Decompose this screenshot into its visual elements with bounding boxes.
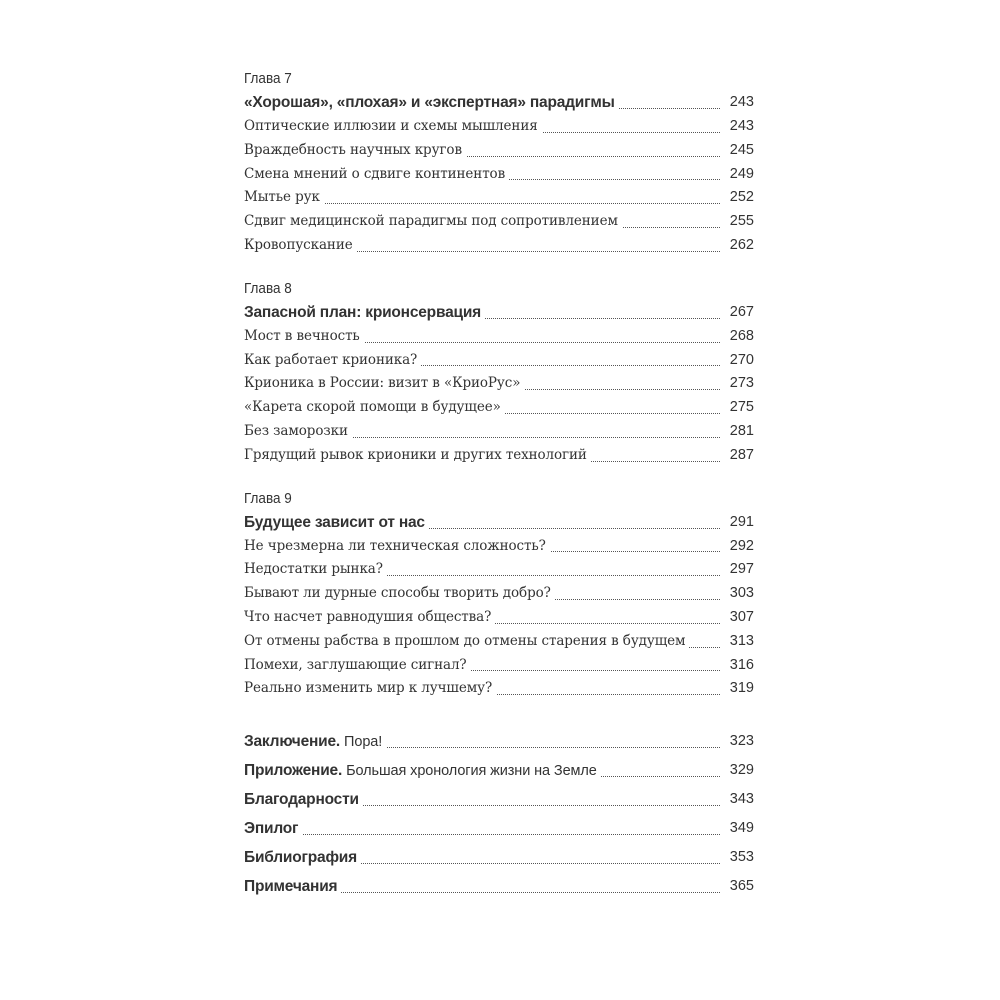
page-number: 313 (727, 630, 754, 654)
section-title: Мост в вечность (244, 325, 364, 349)
back-matter-title (244, 872, 341, 901)
toc-entry-notes[interactable] (244, 872, 754, 901)
page-number: 273 (727, 372, 754, 396)
toc-entry[interactable] (244, 163, 754, 187)
toc-entry[interactable] (244, 210, 754, 234)
section-title: Недостатки рынка? (244, 558, 387, 582)
chapter-label: Глава 9 (244, 489, 292, 507)
chapter-title: Запасной план: крионсервация (244, 300, 485, 325)
page-number: 245 (727, 139, 754, 163)
back-matter-heading: Примечания (244, 878, 338, 896)
chapter-label: Глава 8 (244, 279, 292, 297)
back-matter-heading: Библиография (244, 849, 357, 867)
back-matter (244, 727, 754, 901)
section-title: Смена мнений о сдвиге континентов (244, 163, 509, 187)
section-title: Крионика в России: визит в «КриоРус» (244, 372, 524, 396)
page-number: 243 (727, 90, 754, 115)
section-title: Кровопускание (244, 234, 357, 258)
back-matter-title (244, 785, 363, 814)
toc-entry-acknowledgements[interactable] (244, 785, 754, 814)
section-title: Что насчет равнодушия общества? (244, 606, 495, 630)
section-title: Враждебность научных кругов (244, 139, 466, 163)
page-number: 281 (727, 420, 754, 444)
page-number: 255 (727, 210, 754, 234)
page-number: 319 (727, 677, 754, 701)
page-number: 323 (727, 727, 754, 756)
page-number: 275 (727, 396, 754, 420)
page-number: 307 (727, 606, 754, 630)
page-number: 262 (727, 234, 754, 258)
page-number: 291 (727, 510, 754, 535)
back-matter-title (244, 814, 302, 843)
toc-entry[interactable] (244, 115, 754, 139)
toc-entry[interactable] (244, 139, 754, 163)
chapter-label: Глава 7 (244, 70, 292, 87)
back-matter-subtitle: Большая хронология жизни на Земле (346, 763, 597, 780)
section-title: «Карета скорой помощи в будущее» (244, 396, 505, 420)
page-number: 349 (727, 814, 754, 843)
back-matter-title (244, 727, 386, 756)
page-number: 329 (727, 756, 754, 785)
chapter-title-entry[interactable] (244, 300, 754, 325)
chapter-9 (244, 488, 754, 702)
chapter-title-entry[interactable] (244, 510, 754, 535)
section-title: От отмены рабства в прошлом до отмены старения в будущем (244, 630, 689, 654)
toc-entry-conclusion[interactable] (244, 727, 754, 756)
section-title: Оптические иллюзии и схемы мышления (244, 115, 542, 139)
section-title: Как работает крионика? (244, 349, 421, 373)
back-matter-heading: Эпилог (244, 820, 299, 838)
toc-entry[interactable] (244, 654, 754, 678)
toc-entry[interactable] (244, 234, 754, 258)
toc-entry[interactable] (244, 186, 754, 210)
section-title: Не чрезмерна ли техническая сложность? (244, 535, 550, 559)
page-number: 353 (727, 843, 754, 872)
section-title: Грядущий рывок крионики и других технологий (244, 444, 591, 468)
page-number: 316 (727, 654, 754, 678)
back-matter-heading: Благодарности (244, 791, 359, 809)
page-number: 303 (727, 582, 754, 606)
back-matter-title (244, 756, 601, 785)
toc-entry[interactable] (244, 349, 754, 373)
page-number: 365 (727, 872, 754, 901)
toc-entry-bibliography[interactable] (244, 843, 754, 872)
page-number: 297 (727, 558, 754, 582)
section-title: Помехи, заглушающие сигнал? (244, 654, 471, 678)
dot-leader (244, 834, 720, 835)
toc-entry[interactable] (244, 630, 754, 654)
page-number: 343 (727, 785, 754, 814)
section-title: Сдвиг медицинской парадигмы под сопротивлением (244, 210, 622, 234)
chapter-8 (244, 278, 754, 468)
toc-entry[interactable] (244, 444, 754, 468)
toc-entry[interactable] (244, 325, 754, 349)
chapter-title-entry[interactable] (244, 90, 754, 115)
section-title: Мытье рук (244, 186, 324, 210)
toc-entry[interactable] (244, 558, 754, 582)
page-number: 243 (727, 115, 754, 139)
back-matter-heading: Приложение. (244, 762, 343, 780)
page-number: 287 (727, 444, 754, 468)
page-number: 252 (727, 186, 754, 210)
back-matter-heading: Заключение. (244, 733, 341, 751)
toc-entry[interactable] (244, 372, 754, 396)
chapter-title: «Хорошая», «плохая» и «экспертная» парадигмы (244, 90, 619, 115)
chapter-title: Будущее зависит от нас (244, 510, 429, 535)
chapter-7 (244, 68, 754, 258)
section-title: Без заморозки (244, 420, 352, 444)
page-number: 268 (727, 325, 754, 349)
section-title: Реально изменить мир к лучшему? (244, 677, 496, 701)
toc-entry[interactable] (244, 606, 754, 630)
toc-entry[interactable] (244, 677, 754, 701)
toc-entry[interactable] (244, 396, 754, 420)
page-number: 249 (727, 163, 754, 187)
table-of-contents (244, 68, 754, 901)
toc-entry[interactable] (244, 420, 754, 444)
back-matter-subtitle: Пора! (344, 734, 383, 751)
page-number: 292 (727, 535, 754, 559)
toc-entry[interactable] (244, 535, 754, 559)
back-matter-title (244, 843, 361, 872)
page-number: 270 (727, 349, 754, 373)
toc-entry-appendix[interactable] (244, 756, 754, 785)
page-number: 267 (727, 300, 754, 325)
toc-entry[interactable] (244, 582, 754, 606)
toc-entry-epilogue[interactable] (244, 814, 754, 843)
section-title: Бывают ли дурные способы творить добро? (244, 582, 555, 606)
